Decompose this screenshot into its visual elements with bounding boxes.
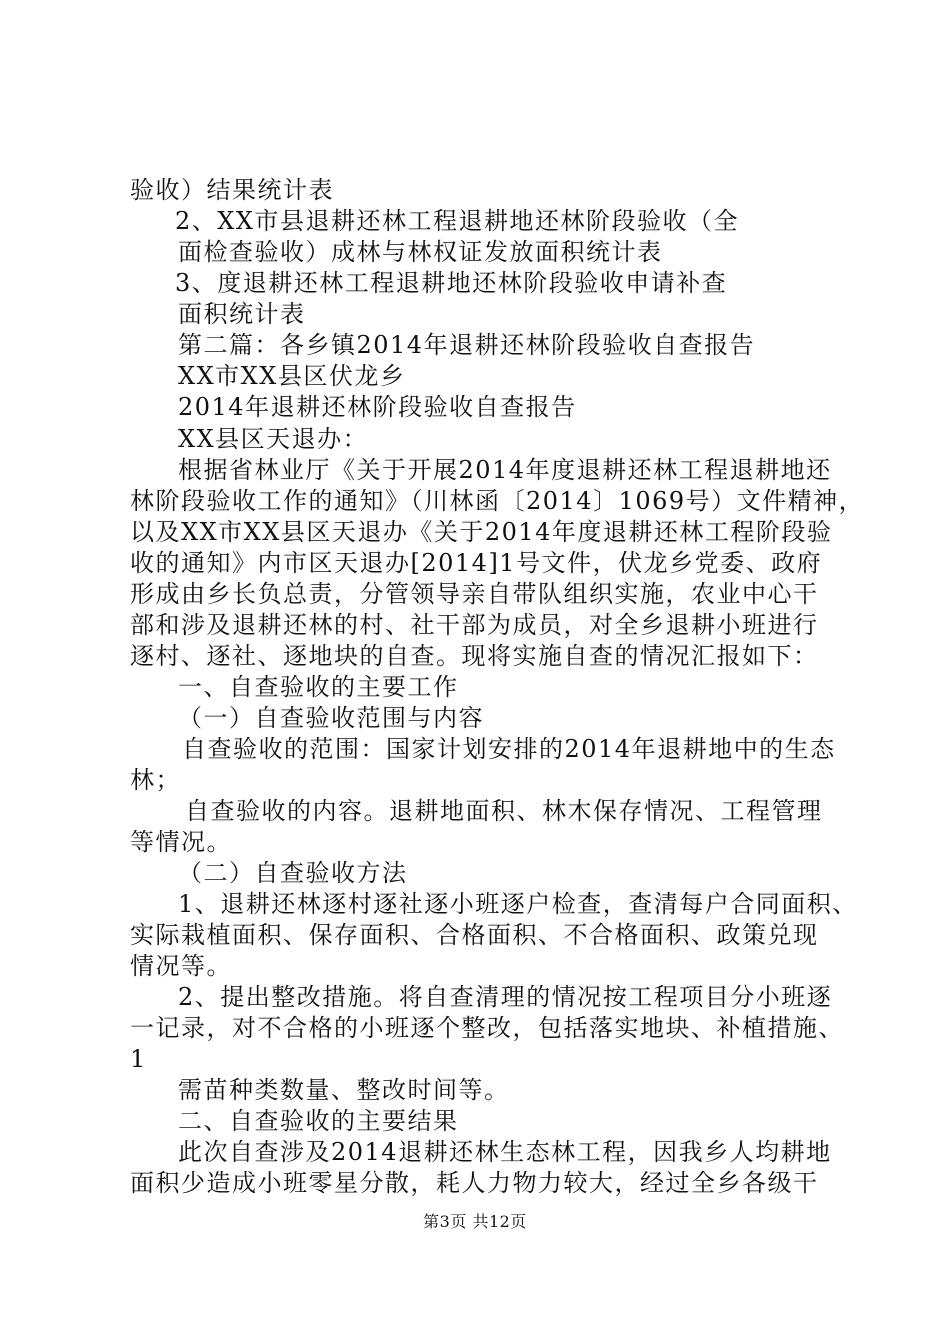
text-line: 实际栽植面积、保存面积、合格面积、不合格面积、政策兑现 — [130, 921, 819, 949]
text-line: 面积少造成小班零星分散，耗人力物力较大，经过全乡各级干 — [130, 1169, 819, 1197]
text-line: 部和涉及退耕还林的村、社干部为成员，对全乡退耕小班进行 — [130, 611, 819, 639]
subsection-heading: （一）自查验收范围与内容 — [178, 704, 484, 732]
text-line: 面检查验收）成林与林权证发放面积统计表 — [178, 238, 663, 266]
section-heading: 二、自查验收的主要结果 — [178, 1107, 459, 1135]
addressee: XX县区天退办： — [178, 425, 369, 453]
text-line: 验收）结果统计表 — [130, 176, 334, 204]
text-line: 收的通知》内市区天退办[2014]1号文件，伏龙乡党委、政府 — [130, 549, 823, 577]
text-line: 一记录，对不合格的小班逐个整改，包括落实地块、补植措施、 — [130, 1014, 844, 1042]
text-line: 面积统计表 — [178, 300, 306, 328]
report-title: 2014年退耕还林阶段验收自查报告 — [178, 393, 577, 421]
text-line: 1、退耕还林逐村逐社逐小班逐户检查，查清每户合同面积、 — [178, 890, 858, 918]
section-heading: 第二篇：各乡镇2014年退耕还林阶段验收自查报告 — [178, 331, 756, 359]
text-line: 以及XX市XX县区天退办《关于2014年度退耕还林工程阶段验 — [130, 518, 833, 546]
text-line: 根据省林业厅《关于开展2014年度退耕还林工程退耕地还 — [178, 456, 832, 484]
text-line: 2、提出整改措施。将自查清理的情况按工程项目分小班逐 — [178, 983, 833, 1011]
text-line: 等情况。 — [130, 828, 232, 856]
text-line: 情况等。 — [130, 952, 232, 980]
text-line: 林阶段验收工作的通知》（川林函〔2014〕1069号）文件精神， — [130, 487, 865, 515]
text-line: 林； — [130, 766, 181, 794]
text-line: 自查验收的范围：国家计划安排的2014年退耕地中的生态 — [182, 735, 836, 763]
text-line: 1 — [130, 1045, 147, 1073]
text-line: 形成由乡长负总责，分管领导亲自带队组织实施，农业中心干 — [130, 580, 819, 608]
text-line: 自查验收的内容。退耕地面积、林木保存情况、工程管理 — [185, 797, 823, 825]
text-line: 此次自查涉及2014退耕还林生态林工程，因我乡人均耕地 — [178, 1138, 832, 1166]
section-heading: 一、自查验收的主要工作 — [178, 673, 459, 701]
text-line: 3、度退耕还林工程退耕地还林阶段验收申请补查 — [175, 269, 728, 297]
page-footer: 第3页 共12页 — [423, 1212, 527, 1231]
text-line: 需苗种类数量、整改时间等。 — [178, 1076, 510, 1104]
subsection-heading: （二）自查验收方法 — [178, 859, 408, 887]
text-line: 2、XX市县退耕还林工程退耕地还林阶段验收（全 — [175, 207, 739, 235]
text-line: 逐村、逐社、逐地块的自查。现将实施自查的情况汇报如下： — [130, 642, 819, 670]
text-line: XX市XX县区伏龙乡 — [178, 362, 406, 390]
